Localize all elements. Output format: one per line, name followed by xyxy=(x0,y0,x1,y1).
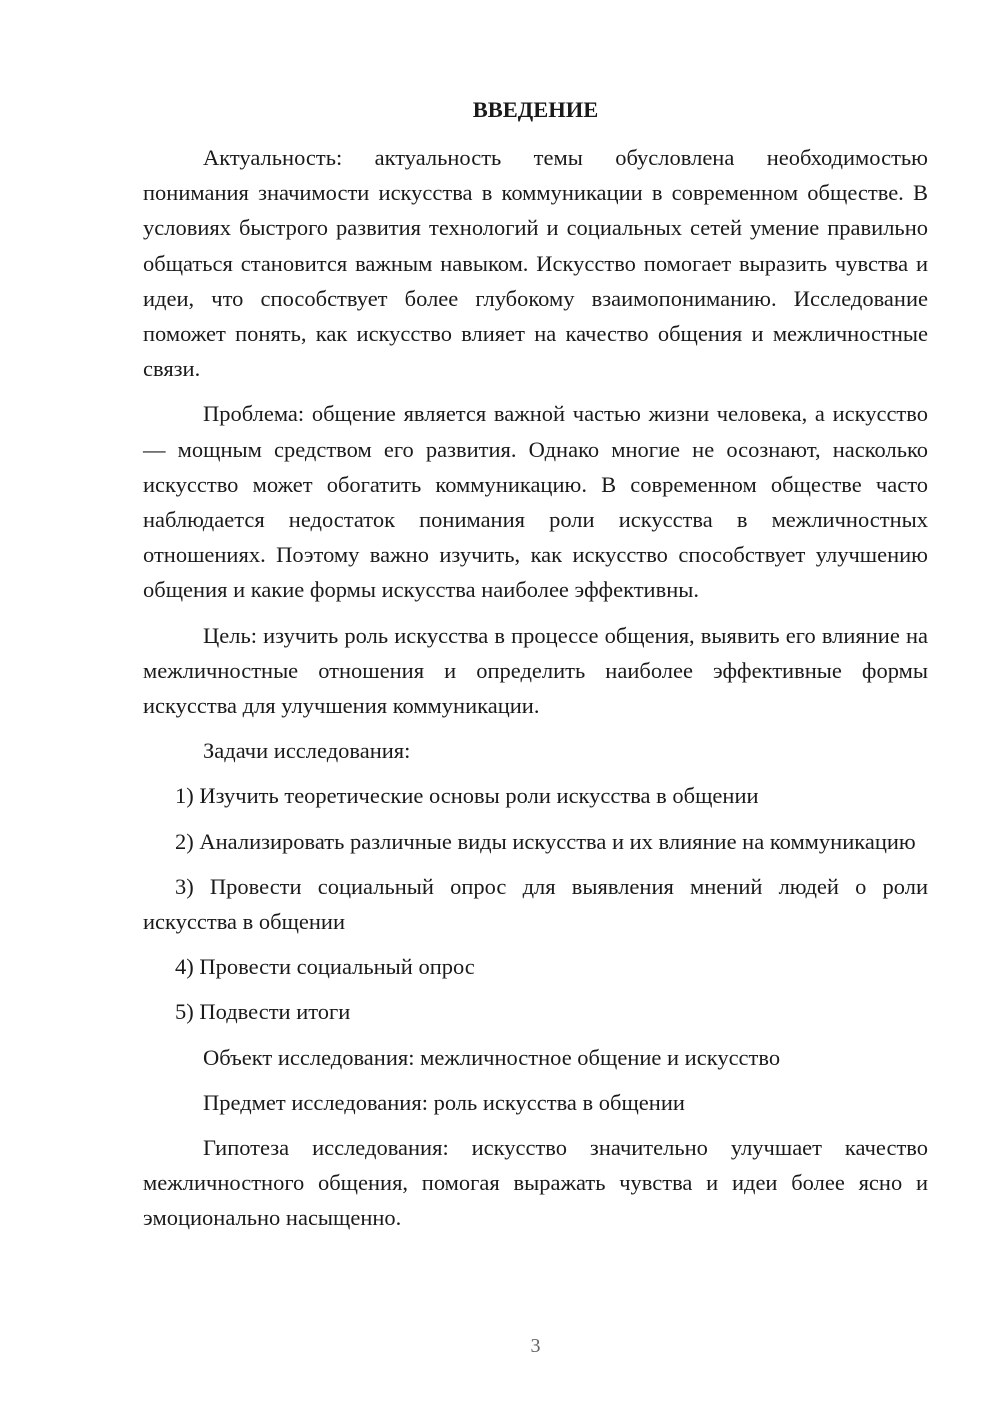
tasks-title: Задачи исследования: xyxy=(203,738,411,764)
research-object: Объект исследования: межличностное общение и искусство xyxy=(203,1044,781,1070)
problem-paragraph: Проблема: общение является важной частью жизни человека, а искусство — мощным средством его развития. Однако многие не осознают, насколько искусство может обогатить коммуникацию. В современном обществе часто наблюдается недостаток понимания роли искусства в межличностных отношениях. Поэтому важно изучить, как искусство способствует улучшению общения и какие формы искусства наиболее эффективны. xyxy=(143,401,928,603)
document-body xyxy=(143,92,928,1236)
page-number: 3 xyxy=(530,1335,541,1357)
task-item-4: 4) Провести социальный опрос xyxy=(175,954,475,980)
relevance-paragraph: Актуальность: актуальность темы обусловлена необходимостью понимания значимости искусства в коммуникации в современном обществе. В условиях быстрого развития технологий и социальных сетей умение правильно общаться становится важным навыком. Искусство помогает выразить чувства и идеи, что способствует более глубокому взаимопониманию. Исследование поможет понять, как искусство влияет на качество общения и межличностные связи. xyxy=(143,145,928,382)
research-subject: Предмет исследования: роль искусства в общении xyxy=(203,1089,685,1115)
task-item-1: 1) Изучить теоретические основы роли искусства в общении xyxy=(175,783,759,809)
task-item-3: 3) Провести социальный опрос для выявления мнений людей о роли искусства в общении xyxy=(143,873,928,935)
goal-paragraph: Цель: изучить роль искусства в процессе общения, выявить его влияние на межличностные отношения и определить наиболее эффективные формы искусства для улучшения коммуникации. xyxy=(143,622,928,719)
task-item-2: 2) Анализировать различные виды искусства и их влияние на коммуникацию xyxy=(175,828,916,854)
section-heading: ВВЕДЕНИЕ xyxy=(472,97,599,122)
research-hypothesis: Гипотеза исследования: искусство значительно улучшает качество межличностного общения, помогая выражать чувства и идеи более ясно и эмоционально насыщенно. xyxy=(143,1135,928,1231)
task-item-5: 5) Подвести итоги xyxy=(175,999,351,1025)
